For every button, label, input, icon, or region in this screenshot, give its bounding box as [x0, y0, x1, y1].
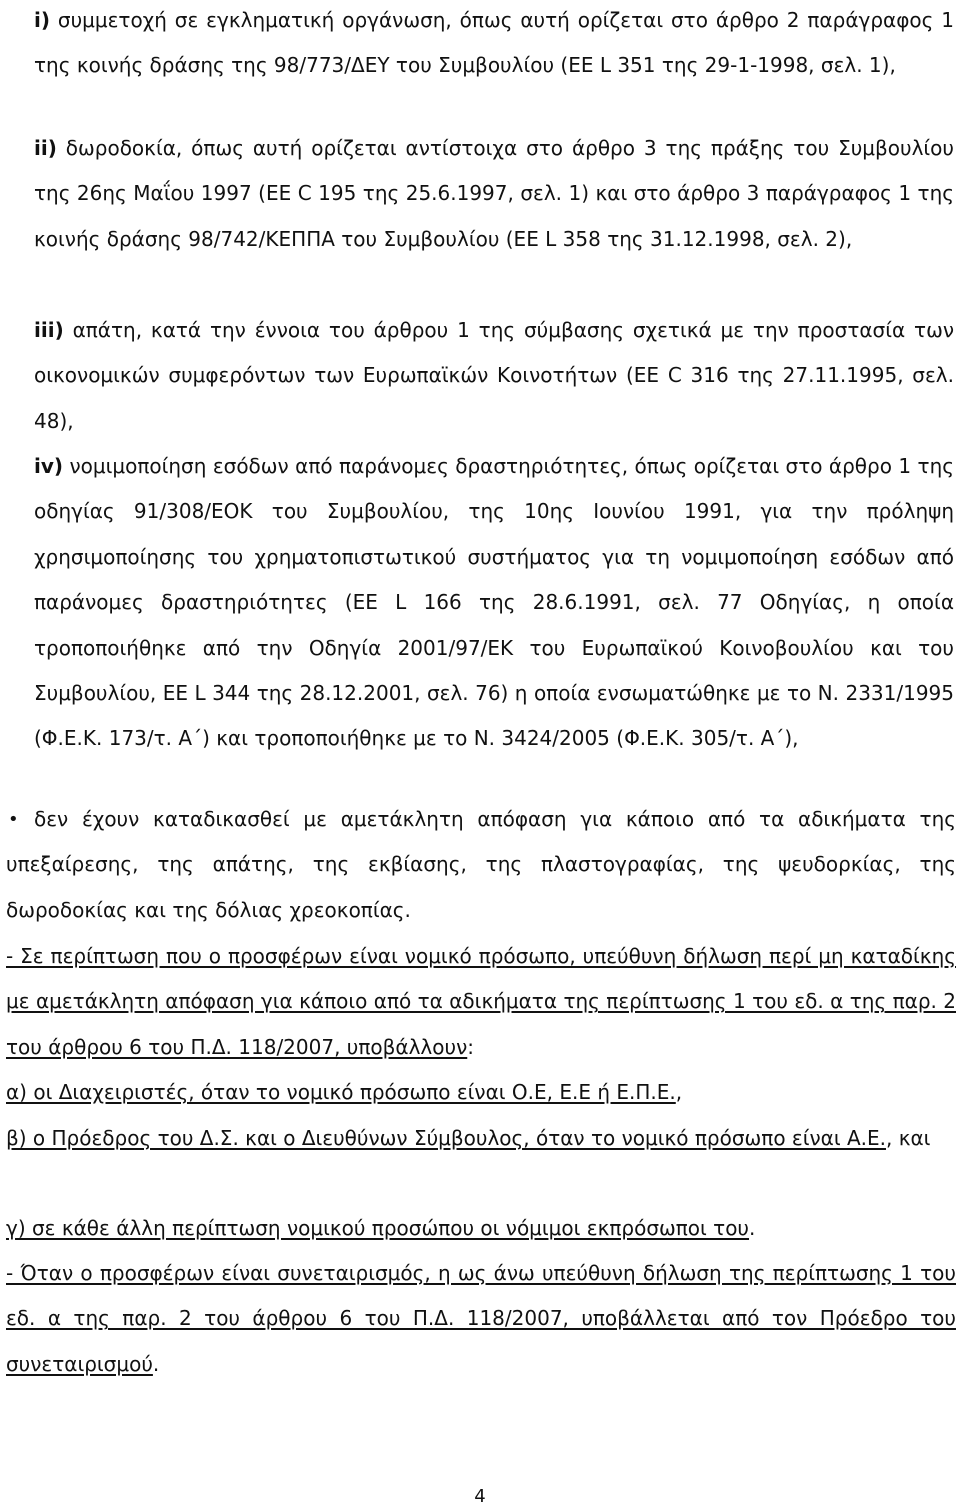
case-b-suffix: , και: [886, 1126, 931, 1150]
item-ii: [34, 126, 954, 262]
bullet-continuation: υπεξαίρεσης, της απάτης, της εκβίασης, της πλαστογραφίας, της ψευδορκίας, της δωροδοκίας και της δόλιας χρεοκοπίας.: [6, 852, 956, 922]
item-text: δωροδοκία, όπως αυτή ορίζεται αντίστοιχα στο άρθρο 3 της πράξης του Συμβουλίου της 26ης Μαΐου 1997 (ΕΕ C 195 της 25.6.1997, σελ. 1) και στο άρθρο 3 παράγραφος 1 της κοινής δράσης 98/742/ΚΕΠΠΑ του Συμβουλίου (ΕΕ L 358 της 31.12.1998, σελ. 2),: [34, 136, 954, 251]
case-a-text: α) οι Διαχειριστές, όταν το νομικό πρόσωπο είναι Ο.Ε, Ε.Ε ή Ε.Π.Ε.: [6, 1080, 676, 1104]
case-c-text: γ) σε κάθε άλλη περίπτωση νομικού προσώπου οι νόμιμοι εκπρόσωποι του: [6, 1216, 750, 1240]
item-label: ii): [34, 136, 57, 160]
item-text: νομιμοποίηση εσόδων από παράνομες δραστηριότητες, όπως ορίζεται στο άρθρο 1 της οδηγίας 91/308/ΕΟΚ του Συμβουλίου, της 10ης Ιουνίου 1991, για την πρόληψη χρησιμοποίησης του χρηματοπιστωτικού συστήματος για τη νομιμοποίηση εσόδων από παράνομες δραστηριότητες (ΕΕ L 166 της 28.6.1991, σελ. 77 Οδηγίας, η οποία τροποποιήθηκε από την Οδηγία 2001/97/ΕΚ του Ευρωπαϊκού Κοινοβουλίου και του Συμβουλίου, ΕΕ L 344 της 28.12.2001, σελ. 76) η οποία ενσωματώθηκε με το Ν. 2331/1995 (Φ.Ε.Κ. 173/τ. Α΄) και τροποποιήθηκε με το Ν. 3424/2005 (Φ.Ε.Κ. 305/τ. Α΄),: [34, 454, 954, 751]
legal-person-declaration: [6, 934, 956, 1070]
legal-person-text: - Σε περίπτωση που ο προσφέρων είναι νομικό πρόσωπο, υπεύθυνη δήλωση περί μη καταδίκης με αμετάκλητη απόφαση για κάποιο από τα αδικήματα της περίπτωσης 1 του εδ. α της παρ. 2 του άρθρου 6 του Π.Δ. 118/2007, υποβάλλουν: [6, 944, 956, 1059]
case-a: [6, 1070, 956, 1115]
item-label: iv): [34, 454, 64, 478]
bullet-first-line: δεν έχουν καταδικασθεί με αμετάκλητη απόφαση για κάποιο από τα αδικήματα της: [34, 807, 956, 831]
item-i: [34, 0, 954, 89]
item-text: συμμετοχή σε εγκληματική οργάνωση, όπως αυτή ορίζεται στο άρθρο 2 παράγραφος 1 της κοινής δράσης της 98/773/ΔΕΥ του Συμβουλίου (ΕΕ L 351 της 29-1-1998, σελ. 1),: [34, 8, 954, 78]
case-c-suffix: .: [749, 1216, 756, 1240]
case-a-suffix: ,: [675, 1080, 683, 1104]
item-iii: [34, 308, 954, 444]
case-c: [6, 1206, 956, 1251]
cooperative-text: - Όταν ο προσφέρων είναι συνεταιρισμός, η ως άνω υπεύθυνη δήλωση της περίπτωσης 1 του εδ. α της παρ. 2 του άρθρου 6 του Π.Δ. 118/2007, υποβάλλεται από τον Πρόεδρο του συνεταιρισμού: [6, 1261, 956, 1376]
case-b-text: β) ο Πρόεδρος του Δ.Σ. και ο Διευθύνων Σύμβουλος, όταν το νομικό πρόσωπο είναι Α.Ε.: [6, 1126, 886, 1150]
page-number: 4: [474, 1486, 486, 1507]
item-text: απάτη, κατά την έννοια του άρθρου 1 της σύμβασης σχετικά με την προστασία των οικονομικών συμφερόντων των Ευρωπαϊκών Κοινοτήτων (ΕΕ C 316 της 27.11.1995, σελ. 48),: [34, 318, 954, 433]
item-label: iii): [34, 318, 64, 342]
case-b: [6, 1116, 956, 1161]
bullet-icon: •: [8, 809, 19, 830]
cooperative-suffix: .: [152, 1351, 160, 1376]
cooperative-declaration: [6, 1251, 956, 1387]
legal-person-suffix: :: [467, 1034, 474, 1059]
item-label: i): [34, 8, 50, 32]
item-iv: [34, 444, 954, 762]
